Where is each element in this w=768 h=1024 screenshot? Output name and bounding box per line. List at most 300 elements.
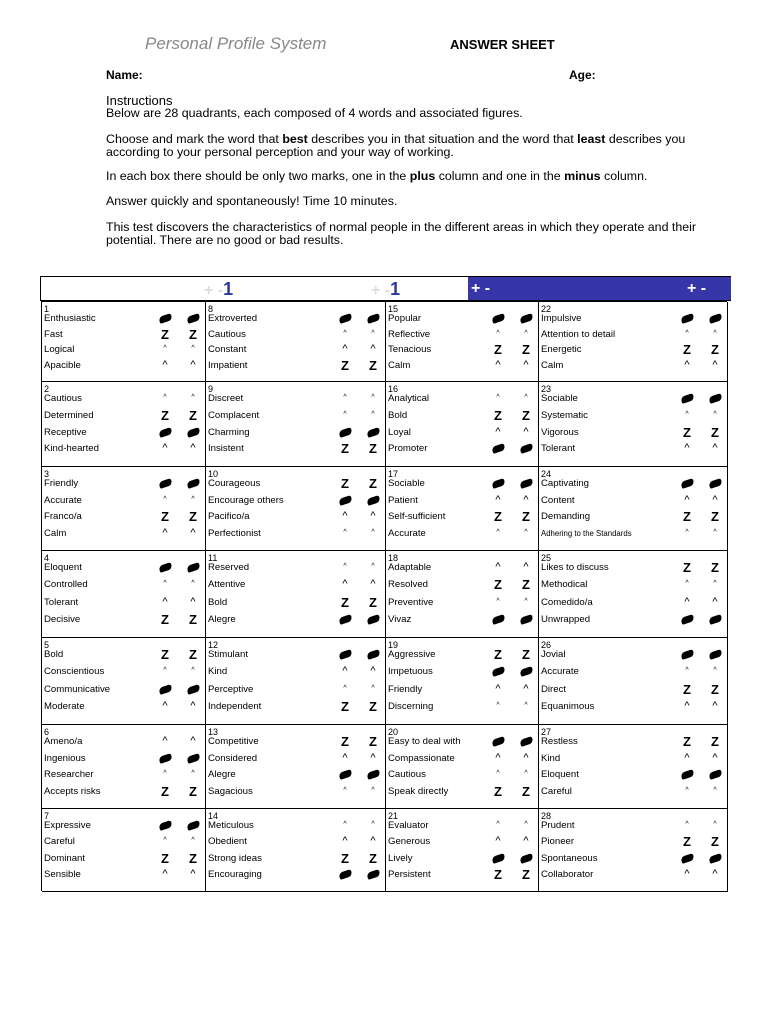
word-row[interactable] <box>206 852 385 865</box>
word-row[interactable] <box>386 700 538 713</box>
word-label: Determined <box>44 409 94 421</box>
word-row[interactable] <box>386 868 538 881</box>
word-label: Systematic <box>541 409 588 421</box>
small-caret-mark: ^ <box>371 821 375 828</box>
word-row[interactable] <box>386 683 538 696</box>
word-row[interactable] <box>206 735 385 748</box>
word-row[interactable] <box>42 578 205 591</box>
quadrant-14 <box>206 809 386 892</box>
word-row[interactable] <box>206 442 385 455</box>
word-label: Spontaneous <box>541 852 598 864</box>
word-row[interactable] <box>42 835 205 848</box>
word-label: Evaluator <box>388 820 429 831</box>
quadrant-number: 12 <box>208 640 219 650</box>
caret-mark: ^ <box>342 343 348 355</box>
word-row[interactable] <box>206 596 385 609</box>
ink-blot-icon <box>707 852 723 866</box>
word-label: Pacifico/a <box>208 511 250 522</box>
word-row[interactable] <box>386 494 538 507</box>
word-label: Compassionate <box>388 752 455 764</box>
quadrant-22 <box>539 302 728 382</box>
small-caret-mark: ^ <box>343 821 347 828</box>
word-row[interactable] <box>206 868 385 881</box>
word-row[interactable] <box>539 359 727 372</box>
word-row[interactable] <box>206 819 385 832</box>
word-label: Vivaz <box>388 613 412 625</box>
small-caret-mark: ^ <box>343 786 347 794</box>
small-caret-mark: ^ <box>685 329 689 337</box>
ink-blot-icon <box>185 561 201 575</box>
word-row[interactable] <box>539 409 727 422</box>
word-row[interactable] <box>42 752 205 765</box>
z-mark: Z <box>189 850 197 866</box>
word-label: Discerning <box>388 700 434 712</box>
word-row[interactable] <box>386 561 538 574</box>
instructions-p2: Choose and mark the word that best describes you in that situation and the word that least describes you according to your personal perception and your way of working. <box>106 132 686 159</box>
caret-mark: ^ <box>162 442 168 455</box>
word-label: Self-sufficient <box>388 511 446 522</box>
small-caret-mark: ^ <box>343 394 347 401</box>
word-label: Popular <box>388 313 422 324</box>
caret-mark: ^ <box>495 561 501 573</box>
caret-mark: ^ <box>684 442 690 455</box>
caret-mark: ^ <box>712 867 718 880</box>
caret-mark: ^ <box>495 835 501 848</box>
caret-mark: ^ <box>495 358 501 371</box>
word-label: Charming <box>208 426 250 438</box>
word-label: Methodical <box>541 579 588 591</box>
word-row[interactable] <box>42 392 205 405</box>
header-plus-minus-3: + - <box>471 280 491 297</box>
caret-mark: ^ <box>495 493 501 506</box>
small-caret-mark: ^ <box>685 410 689 418</box>
word-row[interactable] <box>386 392 538 405</box>
ink-blot-icon <box>157 561 173 575</box>
word-row[interactable] <box>539 510 727 523</box>
word-row[interactable] <box>42 527 205 540</box>
word-label: Careful <box>541 785 572 797</box>
quadrant-number: 9 <box>208 384 214 394</box>
word-row[interactable] <box>386 852 538 865</box>
word-label: Considered <box>208 752 258 764</box>
small-caret-mark: ^ <box>371 786 375 794</box>
small-caret-mark: ^ <box>524 770 528 777</box>
word-row[interactable] <box>42 343 205 356</box>
z-mark: Z <box>711 424 719 440</box>
word-label: Patient <box>388 494 418 506</box>
small-caret-mark: ^ <box>685 667 689 675</box>
caret-mark: ^ <box>342 751 348 764</box>
word-label: Adhering to the Standards <box>541 528 632 538</box>
word-row[interactable] <box>206 510 385 523</box>
word-row[interactable] <box>539 819 727 832</box>
word-label: Perceptive <box>208 683 254 695</box>
word-row[interactable] <box>539 578 727 591</box>
small-caret-mark: ^ <box>524 597 528 605</box>
word-label: Impulsive <box>541 313 582 324</box>
word-row[interactable] <box>539 527 727 540</box>
word-row[interactable] <box>42 648 205 661</box>
word-row[interactable] <box>386 312 538 325</box>
word-row[interactable] <box>42 442 205 455</box>
ink-blot-icon <box>337 312 353 326</box>
word-label: Unwrapped <box>541 613 591 625</box>
caret-mark: ^ <box>684 358 690 371</box>
word-row[interactable] <box>42 477 205 490</box>
z-mark: Z <box>522 647 530 662</box>
quadrant-number: 7 <box>44 811 50 821</box>
ink-blot-icon <box>185 683 201 697</box>
word-label: Ameno/a <box>44 736 83 747</box>
word-label: Reflective <box>388 328 431 340</box>
caret-mark: ^ <box>162 867 168 880</box>
ink-blot-icon <box>707 392 723 406</box>
word-label: Attention to detail <box>541 328 616 340</box>
word-row[interactable] <box>539 768 727 781</box>
z-mark: Z <box>711 834 719 850</box>
word-row[interactable] <box>42 613 205 626</box>
word-row[interactable] <box>42 426 205 439</box>
caret-mark: ^ <box>370 343 376 355</box>
word-label: Sensible <box>44 868 81 880</box>
z-mark: Z <box>341 734 349 749</box>
z-mark: Z <box>494 342 502 357</box>
word-label: Accurate <box>541 666 579 678</box>
age-label: Age: <box>569 68 596 82</box>
word-row[interactable] <box>206 578 385 591</box>
word-row[interactable] <box>386 343 538 356</box>
word-row[interactable] <box>206 312 385 325</box>
word-row[interactable] <box>386 648 538 661</box>
word-row[interactable] <box>206 752 385 765</box>
word-label: Reserved <box>208 562 250 573</box>
ink-blot-icon <box>337 868 353 882</box>
quadrant-24 <box>539 467 728 551</box>
z-mark: Z <box>369 594 377 610</box>
caret-mark: ^ <box>190 595 196 608</box>
word-row[interactable] <box>539 852 727 865</box>
word-row[interactable] <box>42 561 205 574</box>
word-row[interactable] <box>539 868 727 881</box>
word-row[interactable] <box>42 683 205 696</box>
word-row[interactable] <box>539 785 727 798</box>
word-row[interactable] <box>539 752 727 765</box>
word-row[interactable] <box>386 426 538 439</box>
word-label: Receptive <box>44 426 87 438</box>
word-label: Equanimous <box>541 700 595 712</box>
word-row[interactable] <box>206 665 385 678</box>
word-label: Easy to deal with <box>388 736 461 747</box>
word-row[interactable] <box>42 868 205 881</box>
ink-blot-icon <box>707 312 723 326</box>
word-row[interactable] <box>386 409 538 422</box>
quadrant-11 <box>206 551 386 638</box>
small-caret-mark: ^ <box>191 495 195 503</box>
word-row[interactable] <box>206 392 385 405</box>
quadrant-number: 22 <box>541 304 552 314</box>
word-row[interactable] <box>539 613 727 626</box>
ink-blot-icon <box>707 613 723 627</box>
ink-blot-icon <box>157 819 173 833</box>
word-row[interactable] <box>386 527 538 540</box>
ink-blot-icon <box>157 426 173 440</box>
word-row[interactable] <box>539 442 727 455</box>
caret-mark: ^ <box>342 578 348 591</box>
caret-mark: ^ <box>712 595 718 608</box>
word-row[interactable] <box>386 578 538 591</box>
word-row[interactable] <box>386 613 538 626</box>
ink-blot-icon <box>337 613 353 627</box>
word-row[interactable] <box>539 561 727 574</box>
small-caret-mark: ^ <box>371 410 375 418</box>
quadrant-21 <box>386 809 539 892</box>
word-row[interactable] <box>539 328 727 341</box>
word-row[interactable] <box>42 768 205 781</box>
small-caret-mark: ^ <box>524 528 528 536</box>
word-row[interactable] <box>539 835 727 848</box>
caret-mark: ^ <box>370 510 376 522</box>
word-row[interactable] <box>386 785 538 798</box>
ink-blot-icon <box>518 852 534 866</box>
page-title: Personal Profile System <box>145 34 327 53</box>
word-row[interactable] <box>42 852 205 865</box>
caret-mark: ^ <box>162 735 168 747</box>
word-label: Dominant <box>44 852 86 864</box>
word-row[interactable] <box>539 735 727 748</box>
word-row[interactable] <box>206 527 385 540</box>
word-row[interactable] <box>42 596 205 609</box>
quadrant-number: 13 <box>208 727 219 737</box>
word-row[interactable] <box>539 648 727 661</box>
word-row[interactable] <box>42 510 205 523</box>
word-row[interactable] <box>386 359 538 372</box>
word-row[interactable] <box>539 392 727 405</box>
z-mark: Z <box>161 611 169 627</box>
word-label: Alegre <box>208 769 236 780</box>
caret-mark: ^ <box>712 358 718 371</box>
word-row[interactable] <box>539 665 727 678</box>
word-row[interactable] <box>206 648 385 661</box>
z-mark: Z <box>161 326 169 342</box>
small-caret-mark: ^ <box>713 528 717 536</box>
ink-blot-icon <box>518 613 534 627</box>
caret-mark: ^ <box>162 358 168 371</box>
word-row[interactable] <box>206 683 385 696</box>
ink-blot-icon <box>679 392 695 406</box>
word-label: Sociable <box>388 478 425 489</box>
word-label: Competitive <box>208 736 259 747</box>
ink-blot-icon <box>185 312 201 326</box>
word-row[interactable] <box>386 442 538 455</box>
z-mark: Z <box>494 577 502 593</box>
word-label: Strong ideas <box>208 852 262 864</box>
caret-mark: ^ <box>523 425 529 438</box>
caret-mark: ^ <box>190 358 196 371</box>
z-mark: Z <box>683 342 691 357</box>
word-row[interactable] <box>42 494 205 507</box>
word-row[interactable] <box>206 359 385 372</box>
word-label: Independent <box>208 700 262 712</box>
caret-mark: ^ <box>162 699 168 712</box>
z-mark: Z <box>683 834 691 850</box>
small-caret-mark: ^ <box>496 701 500 709</box>
word-row[interactable] <box>386 477 538 490</box>
word-row[interactable] <box>42 735 205 748</box>
quadrant-20 <box>386 725 539 809</box>
word-label: Tenacious <box>388 344 432 355</box>
word-label: Controlled <box>44 579 88 591</box>
caret-mark: ^ <box>495 425 501 438</box>
caret-mark: ^ <box>370 578 376 591</box>
word-label: Comedido/a <box>541 596 593 608</box>
quadrant-number: 5 <box>44 640 50 650</box>
z-mark: Z <box>369 734 377 749</box>
word-row[interactable] <box>42 409 205 422</box>
word-row[interactable] <box>42 328 205 341</box>
word-row[interactable] <box>206 477 385 490</box>
z-mark: Z <box>683 424 691 440</box>
word-row[interactable] <box>386 665 538 678</box>
word-label: Decisive <box>44 613 81 625</box>
caret-mark: ^ <box>684 699 690 712</box>
z-mark: Z <box>522 407 530 423</box>
word-row[interactable] <box>206 409 385 422</box>
caret-mark: ^ <box>370 751 376 764</box>
word-row[interactable] <box>42 312 205 325</box>
word-row[interactable] <box>539 494 727 507</box>
word-row[interactable] <box>206 700 385 713</box>
word-row[interactable] <box>539 477 727 490</box>
word-row[interactable] <box>206 494 385 507</box>
z-mark: Z <box>522 866 530 882</box>
quadrant-9 <box>206 382 386 467</box>
small-caret-mark: ^ <box>713 786 717 794</box>
answer-sheet-label: ANSWER SHEET <box>450 37 555 52</box>
z-mark: Z <box>522 509 530 524</box>
word-row[interactable] <box>206 785 385 798</box>
word-row[interactable] <box>386 819 538 832</box>
word-label: Friendly <box>388 683 423 695</box>
word-label: Content <box>541 494 575 506</box>
word-label: Sociable <box>541 393 578 404</box>
quadrant-7 <box>42 809 206 892</box>
word-row[interactable] <box>206 835 385 848</box>
quadrant-15 <box>386 302 539 382</box>
word-label: Bold <box>44 649 64 660</box>
caret-mark: ^ <box>190 442 196 455</box>
word-row[interactable] <box>42 785 205 798</box>
word-row[interactable] <box>539 683 727 696</box>
word-row[interactable] <box>386 735 538 748</box>
word-label: Direct <box>541 683 567 695</box>
word-row[interactable] <box>386 768 538 781</box>
quadrant-16 <box>386 382 539 467</box>
quadrant-number: 27 <box>541 727 552 737</box>
table-header <box>40 276 731 301</box>
ink-blot-icon <box>185 426 201 440</box>
word-row[interactable] <box>539 700 727 713</box>
word-label: Perfectionist <box>208 527 261 539</box>
quadrant-2 <box>42 382 206 467</box>
z-mark: Z <box>711 681 719 697</box>
word-label: Researcher <box>44 769 94 780</box>
z-mark: Z <box>494 647 502 662</box>
word-label: Logical <box>44 344 75 355</box>
word-label: Sagacious <box>208 785 253 797</box>
word-label: Accurate <box>44 494 82 506</box>
quadrant-number: 11 <box>208 553 218 563</box>
word-row[interactable] <box>206 343 385 356</box>
quadrant-number: 20 <box>388 727 399 737</box>
ink-blot-icon <box>518 665 534 679</box>
word-row[interactable] <box>206 768 385 781</box>
word-row[interactable] <box>206 613 385 626</box>
small-caret-mark: ^ <box>343 563 347 570</box>
small-caret-mark: ^ <box>163 770 167 777</box>
quadrant-number: 28 <box>541 811 552 821</box>
small-caret-mark: ^ <box>524 394 528 401</box>
ink-blot-icon <box>490 312 506 326</box>
word-label: Encouraging <box>208 868 262 880</box>
word-label: Impetuous <box>388 666 433 678</box>
ink-blot-icon <box>679 648 695 662</box>
word-row[interactable] <box>42 819 205 832</box>
ink-blot-icon <box>365 648 381 662</box>
caret-mark: ^ <box>523 835 529 848</box>
z-mark: Z <box>711 734 719 749</box>
word-row[interactable] <box>42 700 205 713</box>
small-caret-mark: ^ <box>163 667 167 675</box>
ink-blot-icon <box>518 442 534 456</box>
z-mark: Z <box>189 407 197 423</box>
word-row[interactable] <box>206 561 385 574</box>
z-mark: Z <box>189 783 197 799</box>
word-row[interactable] <box>386 328 538 341</box>
word-label: Energetic <box>541 344 582 355</box>
word-row[interactable] <box>539 312 727 325</box>
word-row[interactable] <box>206 328 385 341</box>
word-row[interactable] <box>539 343 727 356</box>
word-row[interactable] <box>539 426 727 439</box>
quadrant-number: 24 <box>541 469 552 479</box>
word-row[interactable] <box>386 596 538 609</box>
small-caret-mark: ^ <box>163 837 167 845</box>
word-row[interactable] <box>42 665 205 678</box>
z-mark: Z <box>369 357 377 373</box>
header-blue-band <box>468 277 662 300</box>
small-caret-mark: ^ <box>191 580 195 588</box>
word-label: Jovial <box>541 649 566 660</box>
ink-blot-icon <box>490 477 506 491</box>
word-row[interactable] <box>386 510 538 523</box>
small-caret-mark: ^ <box>163 345 167 352</box>
caret-mark: ^ <box>190 867 196 880</box>
quadrant-5 <box>42 638 206 725</box>
word-label: Enthusiastic <box>44 313 96 324</box>
small-caret-mark: ^ <box>713 667 717 675</box>
small-caret-mark: ^ <box>191 394 195 401</box>
z-mark: Z <box>341 850 349 866</box>
word-row[interactable] <box>386 835 538 848</box>
ink-blot-icon <box>679 768 695 782</box>
word-row[interactable] <box>42 359 205 372</box>
word-row[interactable] <box>206 426 385 439</box>
word-label: Bold <box>388 409 408 421</box>
word-row[interactable] <box>539 596 727 609</box>
z-mark: Z <box>711 342 719 357</box>
z-mark: Z <box>341 357 349 373</box>
word-row[interactable] <box>386 752 538 765</box>
